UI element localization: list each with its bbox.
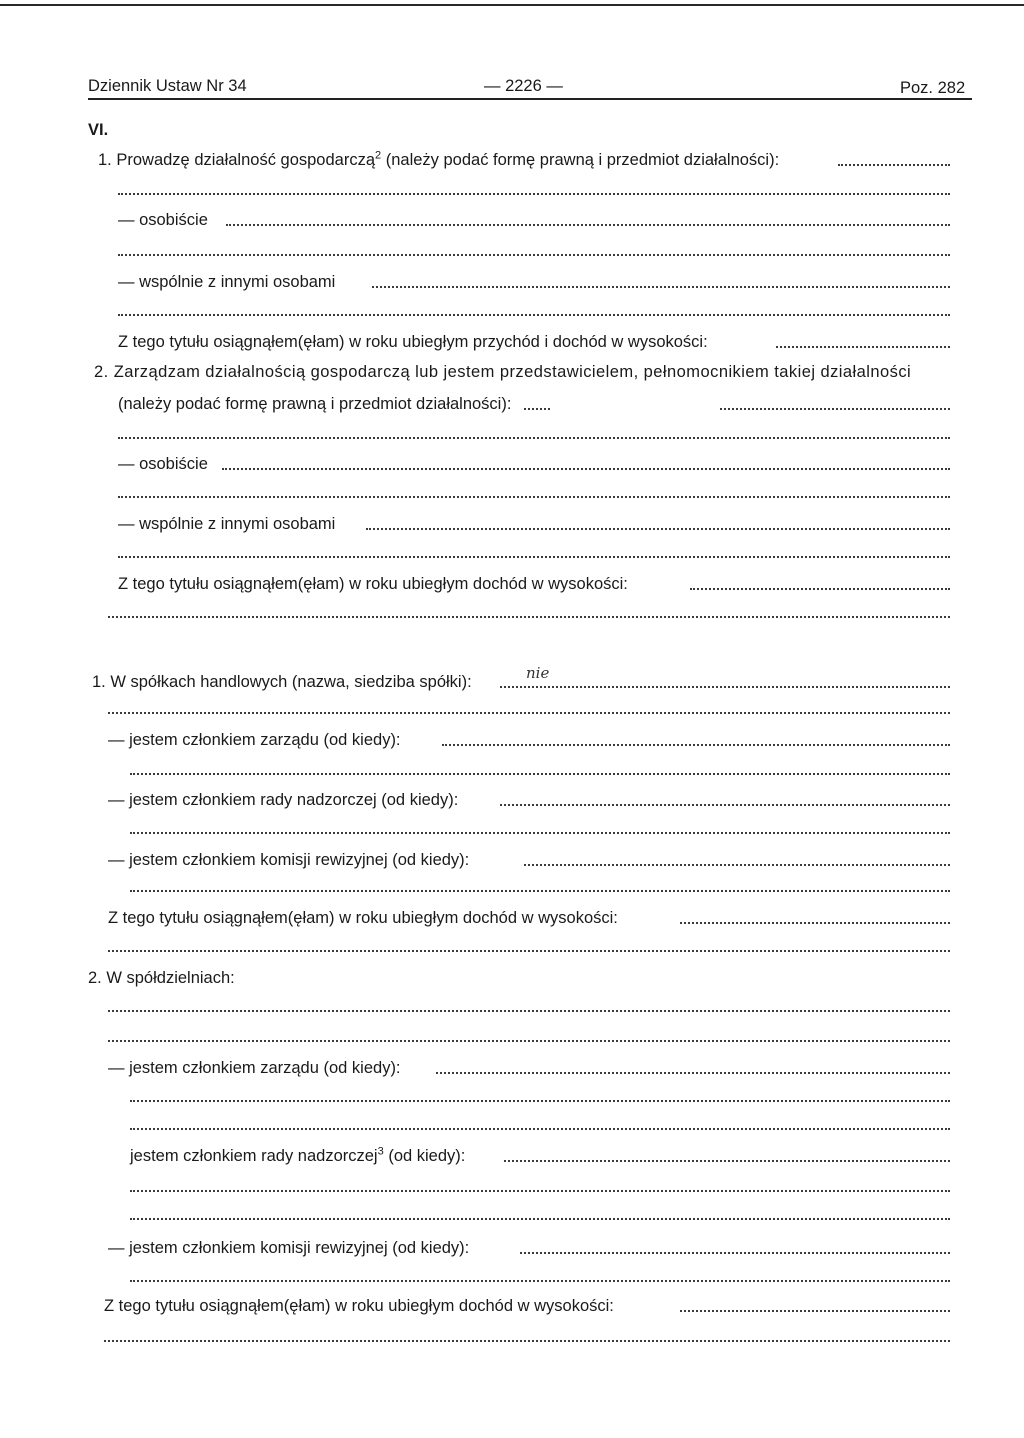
s2-type-field-b[interactable]: [720, 408, 950, 410]
p2-footnote: 3: [377, 1145, 384, 1158]
p1-audit-line2[interactable]: [130, 890, 950, 892]
p2-board-label: — jestem członkiem zarządu (od kiedy):: [108, 1059, 401, 1077]
s1-joint-label: — wspólnie z innymi osobami: [118, 273, 336, 291]
position-number: Poz. 282: [900, 79, 966, 97]
p2-audit-line2[interactable]: [130, 1280, 950, 1282]
p2-board-line3[interactable]: [130, 1128, 950, 1130]
page-number: — 2226 —: [484, 77, 563, 95]
s1-income-label: Z tego tytułu osiągnąłem(ęłam) w roku ubiegłym przychód i dochód w wysokości:: [118, 333, 708, 351]
p2-audit-label: — jestem członkiem komisji rewizyjnej (od kiedy):: [108, 1239, 470, 1257]
handwritten-answer: nie: [526, 664, 550, 682]
p2-board-line2[interactable]: [130, 1100, 950, 1102]
s2-line1: 2. Zarządzam działalnością gospodarczą lub jestem przedstawicielem, pełnomocnikiem takiej działalności: [94, 363, 912, 381]
p2-coop-line1[interactable]: [108, 1010, 950, 1012]
s1-text: Prowadzę działalność gospodarczą: [116, 151, 376, 169]
s2-income-field[interactable]: [690, 588, 950, 590]
s2-joint-field[interactable]: [366, 528, 950, 530]
p1-board-label: — jestem członkiem zarządu (od kiedy):: [108, 731, 401, 749]
p1-supervisory-line2[interactable]: [130, 832, 950, 834]
p2-board-field[interactable]: [436, 1072, 950, 1074]
s2-joint-label: — wspólnie z innymi osobami: [118, 515, 336, 533]
p2-coop-line2[interactable]: [108, 1040, 950, 1042]
s1-blank-field[interactable]: [838, 164, 950, 166]
p1-income-field[interactable]: [680, 922, 950, 924]
s1-personal-field[interactable]: [226, 224, 950, 226]
p1-income-label: Z tego tytułu osiągnąłem(ęłam) w roku ubiegłym dochód w wysokości:: [108, 909, 618, 927]
s2-income-line2[interactable]: [108, 616, 950, 618]
p1-supervisory-label: — jestem członkiem rady nadzorczej (od kiedy):: [108, 791, 459, 809]
p2-income-label: Z tego tytułu osiągnąłem(ęłam) w roku ubiegłym dochód w wysokości:: [104, 1297, 614, 1315]
p1-companies-field[interactable]: [500, 686, 950, 688]
p2-supervisory-tail: (od kiedy):: [388, 1147, 466, 1165]
p1-companies-label: 1. W spółkach handlowych (nazwa, siedziba spółki):: [92, 673, 472, 691]
s1-income-field[interactable]: [776, 346, 950, 348]
s1-item: [98, 150, 779, 170]
s1-num: 1.: [98, 151, 112, 169]
p1-supervisory-field[interactable]: [500, 804, 950, 806]
p2-income-field[interactable]: [680, 1310, 950, 1312]
s2-personal-label: — osobiście: [118, 455, 208, 473]
p2-coop-label: 2. W spółdzielniach:: [88, 969, 235, 987]
s1-joint-field[interactable]: [372, 286, 950, 288]
p1-income-line2[interactable]: [108, 950, 950, 952]
s2-income-label: Z tego tytułu osiągnąłem(ęłam) w roku ubiegłym dochód w wysokości:: [118, 575, 628, 593]
header-rule: [88, 98, 972, 100]
s1-text2: (należy podać formę prawną i przedmiot działalności):: [385, 151, 780, 169]
p1-audit-label: — jestem członkiem komisji rewizyjnej (od kiedy):: [108, 851, 470, 869]
section-number: VI.: [88, 121, 109, 139]
s2-personal-line2[interactable]: [118, 496, 950, 498]
s2-blank-line[interactable]: [118, 437, 950, 439]
p2-supervisory-item: [130, 1146, 465, 1166]
p2-supervisory-line2[interactable]: [130, 1190, 950, 1192]
s2-personal-field[interactable]: [222, 468, 950, 470]
s2-line2: (należy podać formę prawną i przedmiot działalności):: [118, 395, 512, 413]
top-border: [0, 4, 1024, 6]
p1-audit-field[interactable]: [524, 864, 950, 866]
p2-supervisory-label: jestem członkiem rady nadzorczej: [130, 1147, 378, 1165]
s1-personal-label: — osobiście: [118, 211, 208, 229]
p1-board-line2[interactable]: [130, 773, 950, 775]
p2-supervisory-field[interactable]: [504, 1160, 950, 1162]
p1-board-field[interactable]: [442, 744, 950, 746]
s1-joint-line2[interactable]: [118, 314, 950, 316]
p2-income-line2[interactable]: [104, 1340, 950, 1342]
s2-joint-line2[interactable]: [118, 556, 950, 558]
p2-supervisory-line3[interactable]: [130, 1218, 950, 1220]
journal-title: Dziennik Ustaw Nr 34: [88, 77, 247, 95]
s1-blank-line[interactable]: [118, 193, 950, 195]
p2-audit-field[interactable]: [520, 1252, 950, 1254]
s2-type-field-a[interactable]: [524, 408, 550, 410]
s1-personal-line2[interactable]: [118, 254, 950, 256]
s1-footnote: 2: [375, 149, 382, 162]
p1-companies-line2[interactable]: [108, 712, 950, 714]
